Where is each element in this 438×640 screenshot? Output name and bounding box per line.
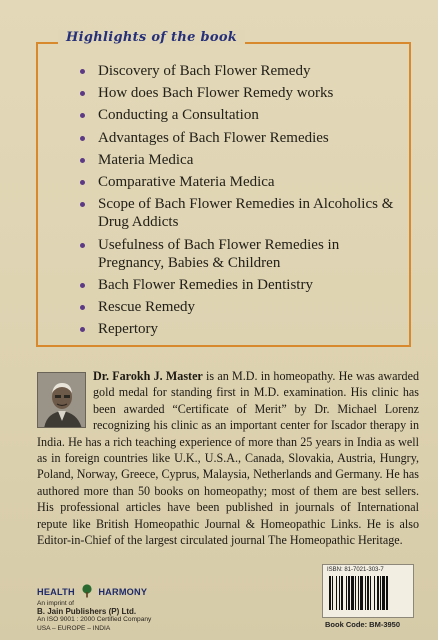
book-code: Book Code: BM-3950 <box>325 620 401 629</box>
list-item: Materia Medica <box>80 151 405 169</box>
highlights-title: Highlights of the book <box>58 30 245 45</box>
isbn-number: ISBN: 81-7021-303-7 <box>327 567 384 573</box>
highlights-list <box>80 62 405 343</box>
bullet-icon <box>80 69 85 74</box>
bullet-icon <box>80 283 85 288</box>
list-item: How does Bach Flower Remedy works <box>80 84 405 102</box>
tree-icon <box>80 584 94 598</box>
bullet-icon <box>80 158 85 163</box>
health-harmony-logo: HEALTH HARMONY <box>37 584 147 598</box>
bullet-icon <box>80 327 85 332</box>
bullet-icon <box>80 305 85 310</box>
list-item: Advantages of Bach Flower Remedies <box>80 129 405 147</box>
list-item: Conducting a Consultation <box>80 106 405 124</box>
list-item: Bach Flower Remedies in Dentistry <box>80 276 405 294</box>
list-item: Discovery of Bach Flower Remedy <box>80 62 405 80</box>
bullet-icon <box>80 113 85 118</box>
bullet-icon <box>80 243 85 248</box>
bullet-icon <box>80 91 85 96</box>
list-item: Scope of Bach Flower Remedies in Alcoholics & Drug Addicts <box>80 195 405 231</box>
list-item: Rescue Remedy <box>80 298 405 316</box>
barcode-icon <box>327 576 411 616</box>
publisher-imprint: An imprint of B. Jain Publishers (P) Ltd. An ISO 9001 : 2000 Certified Company USA – EUROPE – INDIA <box>37 600 152 632</box>
list-item: Repertory <box>80 320 405 338</box>
author-name: Dr. Farokh J. Master <box>93 369 203 383</box>
bullet-icon <box>80 180 85 185</box>
author-bio-text: is an M.D. in homeopathy. He was awarded gold medal for standing first in M.D. examination. His clinic has been awarded “Certificate of Merit” by Dr. Michael Lorenz recognizing his clinic as an important center for Iscador therapy in India. He has a rich teaching experience of more than 25 years in India as well as in foreign countries like U.K., U.S.A., Canada, Slovakia, Austria, Hungry, Poland, Norway, Greece, Cyprus, Malaysia, Netherlands and Germany. He has authored more than 50 books on homeopathy; most of them are best sellers. His professional articles have been published in journals of International repute like British Homeopathic Journal & Homeopathic Links. He is also Editor-in-Chief of the largest circulated journal The Homeopathic Heritage. <box>37 369 420 548</box>
isbn-barcode-box <box>322 564 414 618</box>
publisher-name: B. Jain Publishers (P) Ltd. <box>37 607 137 617</box>
bullet-icon <box>80 136 85 141</box>
author-bio <box>37 368 419 548</box>
list-item: Usefulness of Bach Flower Remedies in Pregnancy, Babies & Children <box>80 236 405 272</box>
bullet-icon <box>80 202 85 207</box>
list-item: Comparative Materia Medica <box>80 173 405 191</box>
